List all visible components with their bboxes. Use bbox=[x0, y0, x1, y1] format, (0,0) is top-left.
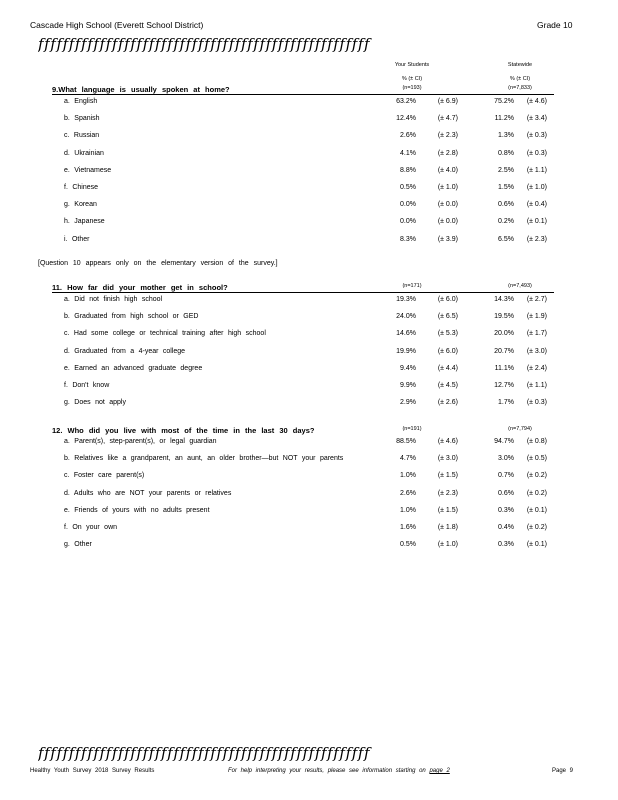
your-students-ci: (± 0.0) bbox=[437, 201, 458, 209]
statewide-ci: (± 0.2) bbox=[526, 472, 547, 480]
answer-label: b. Spanish bbox=[64, 115, 100, 123]
statewide-ci: (± 0.3) bbox=[526, 149, 547, 157]
answer-label: i. Other bbox=[64, 235, 90, 243]
header-decoration: ffffffffffffffffffffffffffffffffffffffffffffffffffffff bbox=[38, 36, 371, 52]
your-students-ci: (± 6.0) bbox=[437, 296, 458, 303]
statewide-ci: (± 0.1) bbox=[526, 541, 547, 549]
pct-ci-label: % (± CI) bbox=[401, 76, 423, 82]
answer-label: g. Korean bbox=[64, 201, 97, 209]
question-rule bbox=[52, 292, 554, 293]
statewide-percent: 11.2% bbox=[494, 115, 514, 123]
statewide-percent: 0.4% bbox=[498, 524, 514, 531]
statewide-percent: 12.7% bbox=[494, 382, 514, 389]
your-students-ci: (± 1.0) bbox=[437, 541, 458, 549]
answer-label: a. English bbox=[64, 98, 98, 105]
sample-size: (n=191) bbox=[402, 426, 422, 432]
question-11-title: 11. How far did your mother get in school? bbox=[52, 283, 228, 292]
statewide-ci: (± 0.1) bbox=[526, 506, 547, 514]
your-students-ci: (± 2.3) bbox=[437, 132, 458, 140]
your-students-percent: 0.5% bbox=[400, 541, 416, 549]
your-students-percent: 19.9% bbox=[396, 347, 416, 355]
answer-label: e. Friends of yours with no adults present bbox=[64, 506, 210, 514]
section-note: [Question 10 appears only on the elementary version of the survey.] bbox=[38, 260, 278, 267]
sample-size: (n=171) bbox=[402, 283, 422, 289]
statewide-ci: (± 0.3) bbox=[526, 132, 547, 140]
your-students-percent: 9.4% bbox=[400, 364, 416, 372]
your-students-percent: 14.6% bbox=[396, 330, 416, 338]
answer-label: d. Adults who are NOT your parents or relatives bbox=[64, 489, 232, 497]
sample-size: (n=7,833) bbox=[508, 85, 532, 91]
answer-label: a. Did not finish high school bbox=[64, 296, 163, 303]
your-students-percent: 0.0% bbox=[400, 218, 416, 226]
your-students-ci: (± 0.0) bbox=[437, 218, 458, 226]
your-students-percent: 12.4% bbox=[396, 115, 416, 123]
answer-label: g. Does not apply bbox=[64, 399, 126, 407]
statewide-percent: 75.2% bbox=[494, 98, 514, 105]
your-students-ci: (± 1.0) bbox=[437, 184, 458, 191]
sample-size: (n=193) bbox=[402, 85, 422, 91]
your-students-ci: (± 4.6) bbox=[437, 438, 458, 445]
answer-label: d. Graduated from a 4-year college bbox=[64, 347, 186, 355]
your-students-ci: (± 4.0) bbox=[437, 166, 458, 174]
answer-label: f. On your own bbox=[64, 524, 118, 531]
answer-label: h. Japanese bbox=[64, 218, 105, 226]
your-students-percent: 88.5% bbox=[396, 438, 416, 445]
grade-label: Grade 10 bbox=[537, 20, 573, 30]
sample-size: (n=7,794) bbox=[508, 426, 532, 432]
answer-label: c. Russian bbox=[64, 132, 100, 140]
question-12-title: 12. Who did you live with most of the time in the last 30 days? bbox=[52, 426, 315, 435]
question-rule bbox=[52, 94, 554, 95]
sample-size: (n=7,493) bbox=[508, 283, 532, 289]
statewide-ci: (± 1.9) bbox=[526, 313, 547, 321]
statewide-percent: 20.7% bbox=[494, 347, 514, 355]
your-students-ci: (± 4.4) bbox=[437, 364, 458, 372]
your-students-percent: 1.0% bbox=[400, 472, 416, 480]
your-students-ci: (± 3.9) bbox=[437, 235, 458, 243]
footer-decoration: ffffffffffffffffffffffffffffffffffffffffffffffffffffff bbox=[38, 745, 371, 761]
statewide-percent: 94.7% bbox=[494, 438, 514, 445]
answer-label: c. Foster care parent(s) bbox=[64, 472, 145, 480]
statewide-percent: 3.0% bbox=[498, 455, 514, 463]
your-students-percent: 24.0% bbox=[396, 313, 416, 321]
footer-help-text bbox=[228, 768, 450, 774]
statewide-percent: 20.0% bbox=[494, 330, 514, 338]
your-students-percent: 9.9% bbox=[400, 382, 416, 389]
your-students-ci: (± 1.5) bbox=[437, 472, 458, 480]
statewide-percent: 0.2% bbox=[498, 218, 514, 226]
statewide-ci: (± 4.6) bbox=[526, 98, 547, 105]
statewide-percent: 0.3% bbox=[498, 541, 514, 549]
statewide-percent: 2.5% bbox=[498, 166, 514, 174]
statewide-ci: (± 3.0) bbox=[526, 347, 547, 355]
your-students-ci: (± 1.5) bbox=[437, 506, 458, 514]
your-students-ci: (± 4.5) bbox=[437, 382, 458, 389]
your-students-ci: (± 2.8) bbox=[437, 149, 458, 157]
statewide-ci: (± 0.3) bbox=[526, 399, 547, 407]
statewide-ci: (± 0.2) bbox=[526, 489, 547, 497]
answer-label: g. Other bbox=[64, 541, 92, 549]
statewide-ci: (± 3.4) bbox=[526, 115, 547, 123]
statewide-ci: (± 0.8) bbox=[526, 438, 547, 445]
statewide-ci: (± 2.7) bbox=[526, 296, 547, 303]
statewide-percent: 1.3% bbox=[498, 132, 514, 140]
your-students-percent: 63.2% bbox=[396, 98, 416, 105]
your-students-ci: (± 5.3) bbox=[437, 330, 458, 338]
answer-label: f. Chinese bbox=[64, 184, 99, 191]
your-students-percent: 8.8% bbox=[400, 166, 416, 174]
your-students-ci: (± 6.0) bbox=[437, 347, 458, 355]
page-2-link[interactable]: page 2 bbox=[429, 768, 450, 774]
statewide-percent: 19.5% bbox=[494, 313, 514, 321]
statewide-percent: 0.6% bbox=[498, 489, 514, 497]
statewide-percent: 0.3% bbox=[498, 506, 514, 514]
statewide-ci: (± 1.1) bbox=[526, 382, 547, 389]
pct-ci-label: % (± CI) bbox=[509, 76, 531, 82]
your-students-ci: (± 6.5) bbox=[437, 313, 458, 321]
answer-label: a. Parent(s), step-parent(s), or legal guardian bbox=[64, 438, 217, 445]
your-students-percent: 2.6% bbox=[400, 132, 416, 140]
statewide-ci: (± 1.0) bbox=[526, 184, 547, 191]
statewide-ci: (± 0.4) bbox=[526, 201, 547, 209]
statewide-ci: (± 0.5) bbox=[526, 455, 547, 463]
your-students-ci: (± 2.6) bbox=[437, 399, 458, 407]
your-students-percent: 2.9% bbox=[400, 399, 416, 407]
your-students-heading: Your Students bbox=[394, 62, 430, 68]
question-9-title: 9.What language is usually spoken at home? bbox=[52, 85, 230, 94]
statewide-ci: (± 2.4) bbox=[526, 364, 547, 372]
your-students-percent: 0.0% bbox=[400, 201, 416, 209]
your-students-percent: 4.1% bbox=[400, 149, 416, 157]
your-students-ci: (± 3.0) bbox=[437, 455, 458, 463]
your-students-percent: 4.7% bbox=[400, 455, 416, 463]
answer-label: b. Graduated from high school or GED bbox=[64, 313, 199, 321]
statewide-ci: (± 1.1) bbox=[526, 166, 547, 174]
statewide-percent: 1.7% bbox=[498, 399, 514, 407]
statewide-ci: (± 0.1) bbox=[526, 218, 547, 226]
footer-help-sentence: For help interpreting your results, please see information starting on bbox=[228, 768, 426, 774]
page-number: Page 9 bbox=[552, 768, 574, 774]
statewide-ci: (± 1.7) bbox=[526, 330, 547, 338]
school-name: Cascade High School (Everett School District) bbox=[30, 20, 204, 30]
statewide-percent: 0.7% bbox=[498, 472, 514, 480]
statewide-percent: 0.8% bbox=[498, 149, 514, 157]
answer-label: e. Earned an advanced graduate degree bbox=[64, 364, 203, 372]
answer-label: b. Relatives like a grandparent, an aunt, an older brother—but NOT your parents bbox=[64, 455, 344, 463]
your-students-percent: 1.0% bbox=[400, 506, 416, 514]
your-students-percent: 0.5% bbox=[400, 184, 416, 191]
your-students-ci: (± 2.3) bbox=[437, 489, 458, 497]
statewide-ci: (± 2.3) bbox=[526, 235, 547, 243]
your-students-ci: (± 4.7) bbox=[437, 115, 458, 123]
your-students-percent: 1.6% bbox=[400, 524, 416, 531]
answer-label: f. Don't know bbox=[64, 382, 110, 389]
statewide-percent: 11.1% bbox=[494, 364, 514, 372]
statewide-percent: 1.5% bbox=[498, 184, 514, 191]
answer-label: c. Had some college or technical training after high school bbox=[64, 330, 266, 338]
statewide-heading: Statewide bbox=[507, 62, 533, 68]
footer-survey-title: Healthy Youth Survey 2018 Survey Results bbox=[30, 768, 155, 774]
your-students-ci: (± 1.8) bbox=[437, 524, 458, 531]
statewide-percent: 6.5% bbox=[498, 235, 514, 243]
your-students-percent: 2.6% bbox=[400, 489, 416, 497]
your-students-percent: 19.3% bbox=[396, 296, 416, 303]
statewide-percent: 14.3% bbox=[494, 296, 514, 303]
your-students-ci: (± 6.9) bbox=[437, 98, 458, 105]
statewide-percent: 0.6% bbox=[498, 201, 514, 209]
your-students-percent: 8.3% bbox=[400, 235, 416, 243]
answer-label: d. Ukrainian bbox=[64, 149, 104, 157]
statewide-ci: (± 0.2) bbox=[526, 524, 547, 531]
answer-label: e. Vietnamese bbox=[64, 166, 112, 174]
